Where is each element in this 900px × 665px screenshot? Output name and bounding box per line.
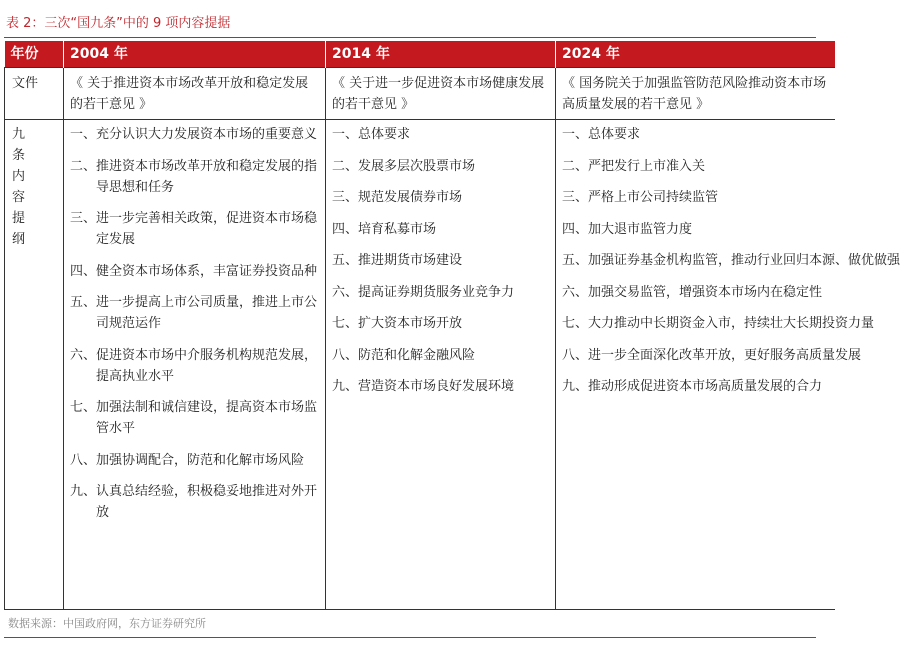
item-text: 培育私募市场: [358, 221, 437, 237]
document-2024: 《 国务院关于加强监管防范风险推动资本市场高质量发展的若干意见 》: [556, 68, 835, 120]
item-text: 进一步完善相关政策，促进资本市场稳定发展: [96, 211, 318, 247]
item-text: 认真总结经验，积极稳妥地推进对外开放: [96, 484, 318, 520]
comparison-table: [4, 41, 900, 610]
item-number: 五、: [70, 295, 97, 310]
items-label: [5, 120, 64, 610]
item-text: 严格上市公司持续监管: [588, 190, 719, 205]
item-number: 二、: [70, 158, 97, 174]
header-2014: 2014 年: [326, 41, 556, 68]
list-item: [332, 124, 549, 145]
list-item: [562, 156, 829, 177]
list-item: [70, 208, 319, 250]
item-text: 规范发展债券市场: [358, 190, 463, 205]
header-2024: 2024 年: [556, 41, 835, 68]
list-item: [70, 345, 319, 387]
items-2004: [64, 120, 326, 610]
item-number: 四、: [70, 263, 97, 279]
item-number: 一、: [562, 127, 589, 142]
list-item: [332, 250, 549, 271]
item-text: 加大退市监管力度: [588, 221, 693, 237]
item-text: 充分认识大力发展资本市场的重要意义: [96, 127, 318, 142]
item-number: 二、: [332, 158, 359, 174]
item-text: 推进期货市场建设: [358, 253, 463, 268]
item-number: 二、: [562, 158, 589, 174]
item-number: 九、: [70, 484, 97, 499]
list-item: [70, 124, 319, 145]
item-number: 七、: [332, 316, 359, 331]
items-row: [5, 120, 835, 610]
item-number: 五、: [332, 253, 359, 268]
item-text: 营造资本市场良好发展环境: [358, 379, 515, 394]
list-item: [332, 187, 549, 208]
item-text: 扩大资本市场开放: [358, 316, 463, 331]
item-number: 四、: [562, 221, 589, 237]
list-item: [70, 481, 319, 523]
item-text: 进一步全面深化改革开放，更好服务高质量发展: [588, 347, 862, 363]
item-number: 八、: [562, 347, 589, 363]
items-label-text: 九 条 内 容 提纲: [12, 127, 36, 247]
list-item: [562, 345, 862, 366]
item-text: 进一步提高上市公司质量，推进上市公司规范运作: [96, 295, 318, 331]
item-text: 促进资本市场中介服务机构规范发展，提高执业水平: [96, 347, 318, 384]
list-2024: [562, 124, 900, 397]
item-text: 总体要求: [358, 127, 411, 142]
item-number: 一、: [70, 127, 97, 142]
item-text: 加强交易监管，增强资本市场内在稳定性: [588, 284, 823, 300]
items-2024: [556, 120, 900, 610]
item-number: 八、: [332, 347, 359, 363]
list-item: [562, 124, 829, 145]
list-item: [70, 261, 319, 282]
table-title: 表 2：三次“国九条”中的 9 项内容提据: [6, 16, 231, 31]
list-2014: [332, 124, 549, 397]
item-text: 推进资本市场改革开放和稳定发展的指导思想和任务: [96, 158, 318, 195]
item-number: 三、: [70, 211, 97, 226]
item-text: 防范和化解金融风险: [358, 347, 476, 363]
list-item: [70, 292, 319, 334]
document-2004: 《 关于推进资本市场改革开放和稳定发展的若干意见 》: [64, 68, 326, 120]
bottom-rule: [4, 637, 816, 638]
item-number: 八、: [70, 452, 97, 468]
item-number: 五、: [562, 253, 589, 268]
items-2014: [326, 120, 556, 610]
item-text: 推动形成促进资本市场高质量发展的合力: [588, 379, 823, 394]
document-label: 文件: [5, 68, 64, 120]
list-item: [562, 187, 829, 208]
item-number: 一、: [332, 127, 359, 142]
top-rule: [4, 37, 816, 38]
list-item: [332, 282, 549, 303]
item-text: 健全资本市场体系，丰富证券投资品种: [96, 263, 318, 279]
list-item: [562, 282, 829, 303]
item-text: 大力推动中长期资金入市，持续壮大长期投资力量: [588, 316, 875, 331]
item-number: 三、: [562, 190, 589, 205]
list-item: [562, 219, 829, 240]
list-item: [332, 156, 549, 177]
header-2004: 2004 年: [64, 41, 326, 68]
item-text: 加强协调配合，防范和化解市场风险: [96, 452, 305, 468]
item-text: 加强法制和诚信建设，提高资本市场监管水平: [96, 400, 318, 436]
list-2004: [70, 124, 319, 523]
item-number: 九、: [562, 379, 589, 394]
list-item: [332, 313, 549, 334]
list-item: [332, 376, 549, 397]
item-text: 总体要求: [588, 127, 641, 142]
source-note: 数据来源：中国政府网，东方证券研究所: [8, 617, 206, 630]
item-number: 四、: [332, 221, 359, 237]
item-text: 严把发行上市准入关: [588, 158, 706, 174]
item-number: 六、: [70, 347, 97, 363]
item-number: 七、: [562, 316, 589, 331]
list-item: [332, 219, 549, 240]
item-text: 发展多层次股票市场: [358, 158, 476, 174]
header-row: [5, 41, 835, 68]
list-item: [70, 450, 319, 471]
item-number: 三、: [332, 190, 359, 205]
list-item: [70, 156, 319, 198]
item-text: 提高证券期货服务业竞争力: [358, 284, 515, 300]
list-item: [562, 250, 900, 271]
item-number: 六、: [562, 284, 589, 300]
item-number: 九、: [332, 379, 359, 394]
item-number: 六、: [332, 284, 359, 300]
list-item: [562, 376, 829, 397]
document-2014: 《 关于进一步促进资本市场健康发展的若干意见 》: [326, 68, 556, 120]
list-item: [562, 313, 875, 334]
list-item: [70, 397, 319, 439]
item-text: 加强证券基金机构监管，推动行业回归本源、做优做强: [588, 253, 900, 268]
header-year: 年份: [5, 41, 64, 68]
item-number: 七、: [70, 400, 97, 415]
list-item: [332, 345, 549, 366]
document-row: [5, 68, 835, 120]
